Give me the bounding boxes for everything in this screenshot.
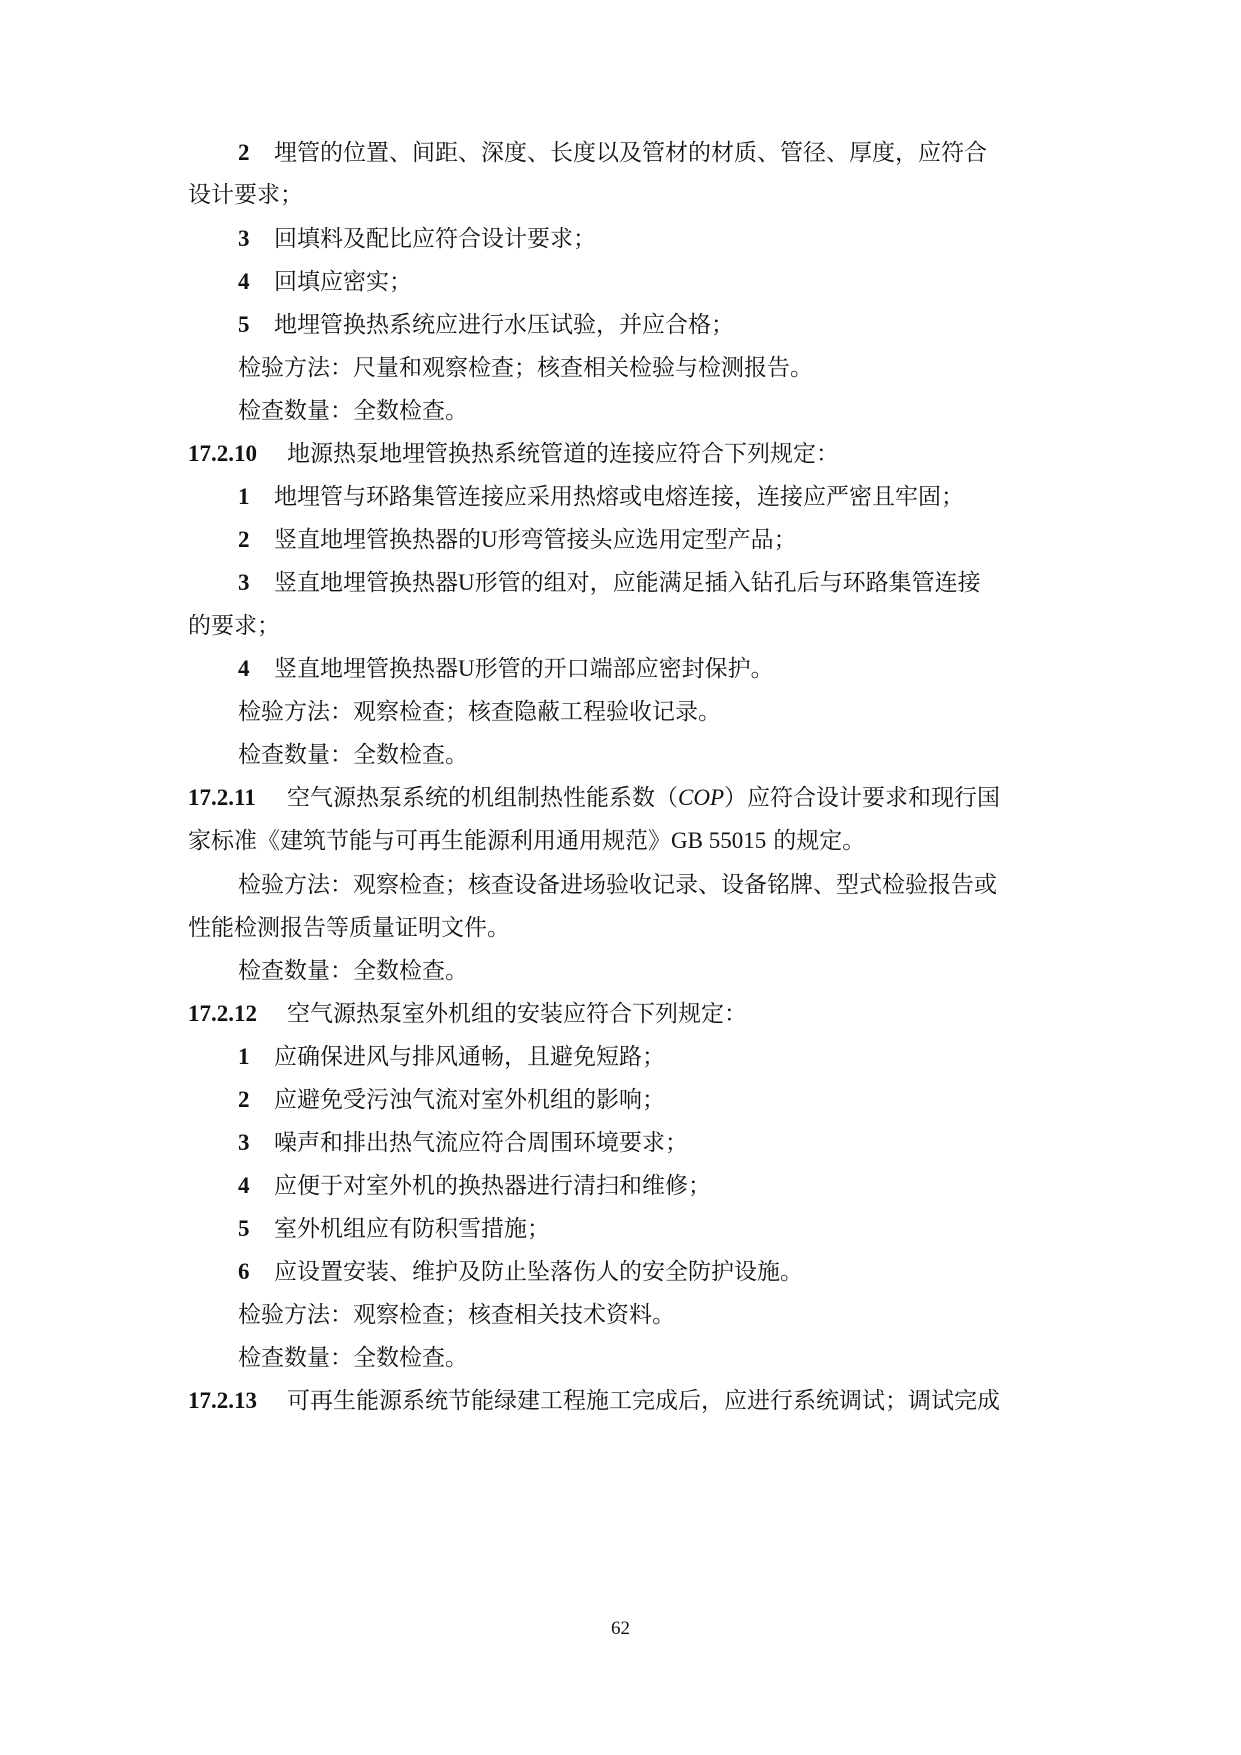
section-17-2-12-heading xyxy=(0,999,1241,1029)
item-number: 3 xyxy=(238,1130,250,1155)
section-text: ）应符合设计要求和现行国 xyxy=(724,785,1000,811)
item-text: 形弯管接头应选用定型产品； xyxy=(497,527,797,553)
section-number: 17.2.11 xyxy=(188,785,256,810)
clause-item-5 xyxy=(0,310,1241,340)
clause-item-3 xyxy=(0,1128,1241,1158)
item-number: 3 xyxy=(238,570,250,595)
inspection-quantity: 检查数量：全数检查。 xyxy=(238,958,468,984)
item-number: 2 xyxy=(238,140,250,165)
item-text: 室外机组应有防积雪措施； xyxy=(274,1216,550,1242)
clause-item-4 xyxy=(0,654,1241,684)
item-number: 5 xyxy=(238,1216,250,1241)
item-text: 形管的组对，应能满足插入钻孔后与环路集管连接 xyxy=(474,570,981,596)
clause-item-1 xyxy=(0,482,1241,512)
item-text: 应确保进风与排风通畅，且避免短路； xyxy=(274,1044,665,1070)
section-17-2-13-heading xyxy=(0,1386,1241,1416)
section-number: 17.2.12 xyxy=(188,1001,257,1026)
section-17-2-10-heading xyxy=(0,439,1241,469)
item-text: 形管的开口端部应密封保护。 xyxy=(474,656,774,682)
clause-item-1 xyxy=(0,1042,1241,1072)
cop-abbreviation: COP xyxy=(678,785,724,810)
section-text: 的规定。 xyxy=(773,828,866,854)
section-17-2-11-heading xyxy=(0,783,1241,813)
clause-item-4 xyxy=(0,1171,1241,1201)
item-text: 应便于对室外机的换热器进行清扫和维修； xyxy=(274,1173,711,1199)
u-letter: U xyxy=(458,570,475,595)
inspection-method: 检验方法：观察检查；核查隐蔽工程验收记录。 xyxy=(238,699,721,725)
item-text: 地埋管与环路集管连接应采用热熔或电熔连接，连接应严密且牢固； xyxy=(274,484,964,510)
item-number: 4 xyxy=(238,656,250,681)
item-text: 应避免受污浊气流对室外机组的影响； xyxy=(274,1087,665,1113)
clause-item-6 xyxy=(0,1257,1241,1287)
page-number: 62 xyxy=(611,1618,630,1639)
section-text: 空气源热泵系统的机组制热性能系数（ xyxy=(287,785,678,811)
section-number: 17.2.10 xyxy=(188,441,257,466)
clause-item-2-continued xyxy=(0,180,1241,210)
item-number: 1 xyxy=(238,1044,250,1069)
item-text: 回填应密实； xyxy=(274,269,412,295)
section-text: 可再生能源系统节能绿建工程施工完成后，应进行系统调试；调试完成 xyxy=(287,1388,1000,1414)
item-text: 设计要求； xyxy=(188,182,303,208)
clause-item-2 xyxy=(0,525,1241,555)
inspection-method: 检验方法：观察检查；核查设备进场验收记录、设备铭牌、型式检验报告或 xyxy=(238,872,997,898)
item-number: 6 xyxy=(238,1259,250,1284)
inspection-method-continued: 性能检测报告等质量证明文件。 xyxy=(188,915,510,941)
inspection-quantity: 检查数量：全数检查。 xyxy=(238,398,468,424)
clause-item-4 xyxy=(0,267,1241,297)
item-text: 竖直地埋管换热器 xyxy=(274,656,458,682)
clause-item-5 xyxy=(0,1214,1241,1244)
item-text: 地埋管换热系统应进行水压试验，并应合格； xyxy=(274,312,734,338)
item-number: 2 xyxy=(238,1087,250,1112)
inspection-quantity: 检查数量：全数检查。 xyxy=(238,742,468,768)
item-text: 噪声和排出热气流应符合周围环境要求； xyxy=(274,1130,688,1156)
item-text: 回填料及配比应符合设计要求； xyxy=(274,226,596,252)
clause-item-2 xyxy=(0,138,1241,168)
item-number: 2 xyxy=(238,527,250,552)
section-text: 地源热泵地埋管换热系统管道的连接应符合下列规定： xyxy=(287,441,839,467)
section-text: 空气源热泵室外机组的安装应符合下列规定： xyxy=(287,1001,747,1027)
section-number: 17.2.13 xyxy=(188,1388,257,1413)
item-number: 5 xyxy=(238,312,250,337)
standard-code: GB 55015 xyxy=(671,828,767,853)
section-text: 家标准《建筑节能与可再生能源利用通用规范》 xyxy=(188,828,671,854)
clause-item-2 xyxy=(0,1085,1241,1115)
item-text: 竖直地埋管换热器 xyxy=(274,570,458,596)
inspection-method: 检验方法：观察检查；核查相关技术资料。 xyxy=(238,1302,675,1328)
section-17-2-11-continued xyxy=(0,826,1241,856)
clause-item-3 xyxy=(0,224,1241,254)
clause-item-3-continued xyxy=(0,611,1241,641)
item-number: 1 xyxy=(238,484,250,509)
inspection-quantity: 检查数量：全数检查。 xyxy=(238,1345,468,1371)
item-number: 4 xyxy=(238,1173,250,1198)
clause-item-3 xyxy=(0,568,1241,598)
item-number: 3 xyxy=(238,226,250,251)
item-text: 竖直地埋管换热器的 xyxy=(274,527,481,553)
item-text: 的要求； xyxy=(188,613,280,639)
u-letter: U xyxy=(458,656,475,681)
item-text: 埋管的位置、间距、深度、长度以及管材的材质、管径、厚度，应符合 xyxy=(274,140,987,166)
u-letter: U xyxy=(481,527,498,552)
item-number: 4 xyxy=(238,269,250,294)
inspection-method: 检验方法：尺量和观察检查；核查相关检验与检测报告。 xyxy=(238,355,813,381)
item-text: 应设置安装、维护及防止坠落伤人的安全防护设施。 xyxy=(274,1259,803,1285)
